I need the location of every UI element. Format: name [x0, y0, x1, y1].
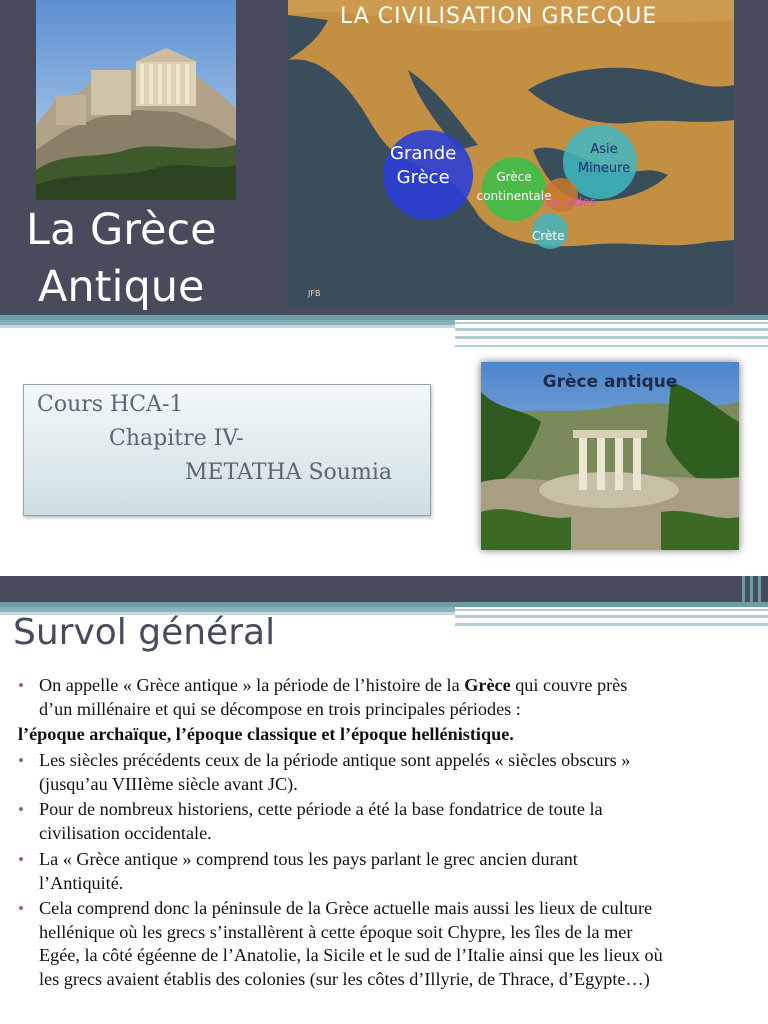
- bullet1-line1-bold: Grèce: [464, 675, 511, 695]
- map-label-asie-mineure-line2: Mineure: [577, 161, 631, 176]
- map-label-crete: Crète: [532, 229, 565, 243]
- bullet-dot: •: [18, 676, 24, 695]
- bullet-dot: •: [18, 751, 24, 770]
- bullet-dot: •: [18, 899, 24, 918]
- course-code: Cours HCA-1: [37, 392, 184, 417]
- map-label-asie-mineure-line1: Asie: [590, 142, 618, 157]
- bullet-dot: •: [18, 850, 24, 869]
- acropolis-photo: [36, 0, 236, 200]
- presentation-title: La Grèce: [26, 205, 217, 255]
- bullet5-line3: Egée, la côté égéenne de l’Anatolie, la Sicile et le sud de l’Italie ainsi que les lieux où: [39, 945, 663, 965]
- map-label-grece-continentale-line1: Grèce: [496, 170, 532, 184]
- bullet2-line2: (jusqu’au VIIIème siècle avant JC).: [39, 773, 298, 794]
- course-info-box: [23, 384, 431, 516]
- bullet5-line1: Cela comprend donc la péninsule de la Grèce actuelle mais aussi les lieux de culture: [39, 898, 653, 918]
- map-label-grande-grece-line2: Grèce: [396, 167, 450, 188]
- slide-survol: [0, 576, 768, 1024]
- photo-caption: Grèce antique: [542, 372, 678, 392]
- bullet5-line4: les grecs avaient établis des colonies (sur les côtes d’Illyrie, de Thrace, d’Egypte…): [39, 968, 650, 989]
- periods-statement: l’époque archaïque, l’époque classique et l’époque hellénistique.: [18, 724, 514, 744]
- slide-title-survol: Survol général: [13, 612, 276, 653]
- presentation-title-line2: Antique: [38, 262, 205, 312]
- map-label-grande-grece-line1: Grande: [390, 143, 457, 164]
- bullet2-line1: Les siècles précédents ceux de la période antique sont appelés « siècles obscurs »: [39, 750, 631, 770]
- bullet1-line2: d’un millénaire et qui se décompose en trois principales périodes :: [39, 698, 521, 719]
- bullet3-line1: Pour de nombreux historiens, cette période a été la base fondatrice de toute la: [39, 799, 603, 819]
- map-title: LA CIVILISATION GRECQUE: [340, 4, 658, 29]
- map-label-grece-continentale-line2: continentale: [476, 189, 552, 203]
- map-label-asie-mineure: [574, 140, 634, 178]
- map-label-grande-grece: [390, 142, 456, 190]
- course-author: METATHA Soumia: [185, 460, 392, 485]
- bullet3-line2: civilisation occidentale.: [39, 822, 212, 843]
- map-credit: JFB: [308, 289, 321, 298]
- bullet-dot: •: [18, 800, 24, 819]
- bullet1-line1-post: qui couvre près: [510, 675, 628, 695]
- bullet4-line2: l’Antiquité.: [39, 872, 124, 893]
- map-label-cyclades: Cyclades: [542, 195, 597, 209]
- course-chapter: Chapitre IV-: [109, 426, 244, 451]
- decorative-bands: [0, 312, 768, 356]
- bullet4-line1: La « Grèce antique » comprend tous les pays parlant le grec ancien durant: [39, 849, 578, 869]
- bullet1-line1-pre: On appelle « Grèce antique » la période de l’histoire de la: [39, 675, 465, 695]
- bullet5-line2: hellénique où les grecs s’installèrent à cette époque soit Chypre, les îles de la mer: [39, 921, 633, 942]
- greek-civilization-map: [288, 0, 734, 306]
